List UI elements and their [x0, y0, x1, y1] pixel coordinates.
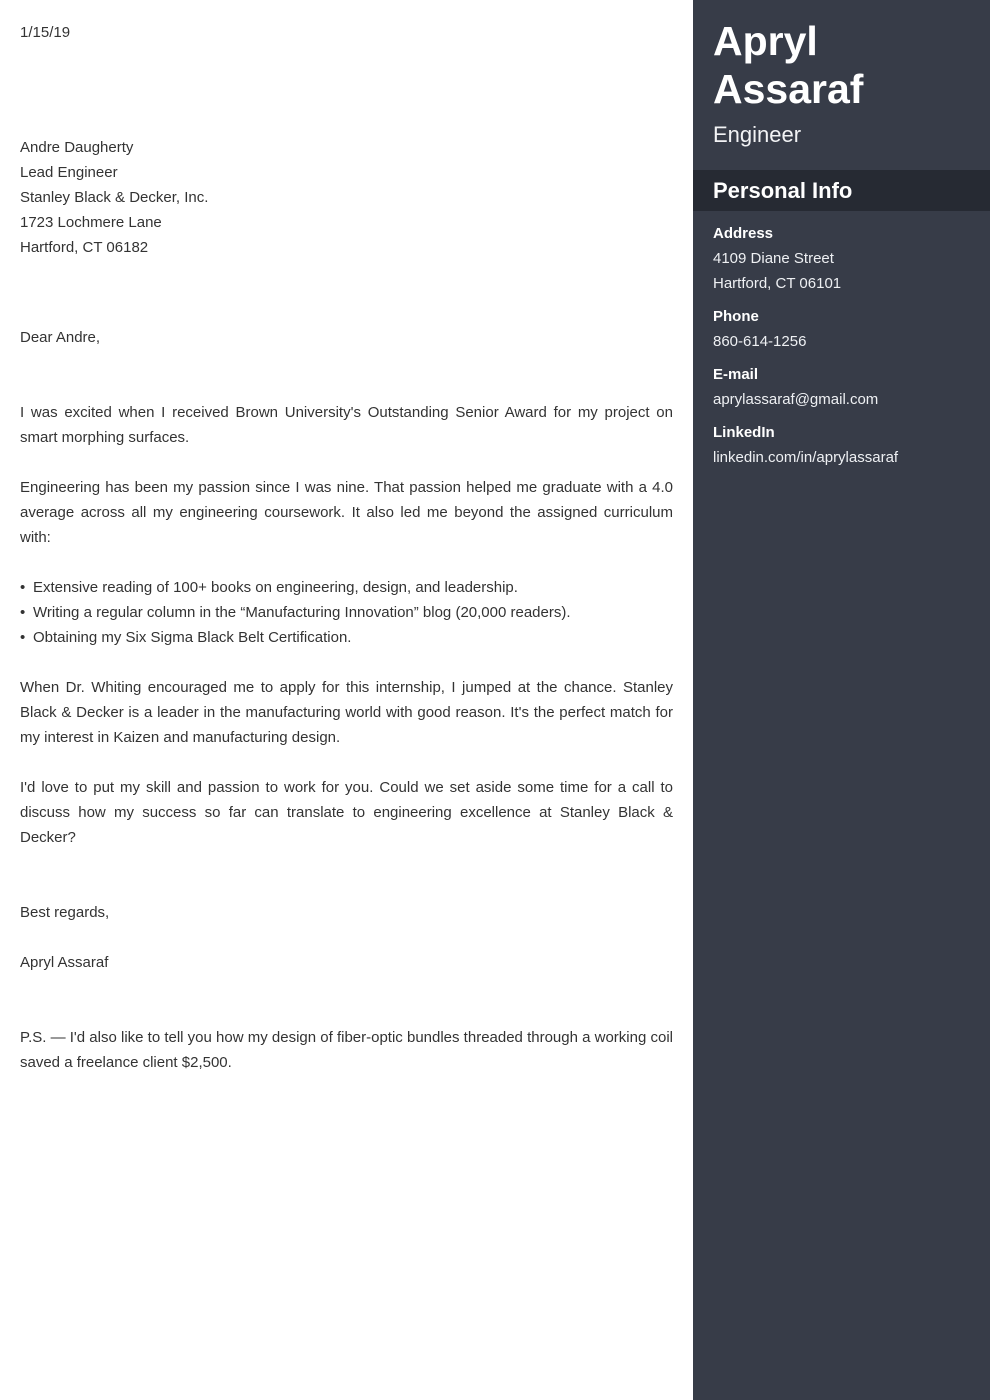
signature: Apryl Assaraf: [20, 954, 109, 971]
paragraph-call-to-action: I'd love to put my skill and passion to work for you. Could we set aside some time for a call to discuss how my success so far can translate to engineering excellence at Stanley Black & Decker?: [20, 779, 673, 846]
list-item: [20, 600, 673, 625]
phone-value: 860-614-1256: [713, 333, 807, 350]
list-item-text: Writing a regular column in the “Manufacturing Innovation” blog (20,000 readers).: [33, 604, 571, 621]
paragraph-passion: Engineering has been my passion since I was nine. That passion helped me graduate with a 4.0 average across all my engineering coursework. It also led me beyond the assigned curriculum with:: [20, 479, 673, 546]
recipient-title: Lead Engineer: [20, 164, 118, 181]
recipient-block: [20, 135, 673, 260]
linkedin-value: linkedin.com/in/aprylassaraf: [713, 449, 899, 466]
info-linkedin: [713, 420, 970, 470]
bullet-icon: •: [20, 604, 26, 621]
list-item-text: Obtaining my Six Sigma Black Belt Certification.: [33, 629, 352, 646]
paragraph-opening: I was excited when I received Brown University's Outstanding Senior Award for my project on smart morphing surfaces.: [20, 404, 673, 446]
personal-info: [693, 211, 990, 470]
address-line-1: 4109 Diane Street: [713, 250, 834, 267]
info-address: [713, 221, 970, 296]
recipient-name: Andre Daugherty: [20, 139, 134, 156]
info-label: LinkedIn: [713, 424, 775, 441]
list-item: [20, 575, 673, 600]
info-label: Phone: [713, 308, 759, 325]
section-title: Personal Info: [713, 177, 853, 203]
address-line-2: Hartford, CT 06101: [713, 275, 842, 292]
last-name: Assaraf: [713, 66, 864, 112]
paragraph-motivation: When Dr. Whiting encouraged me to apply for this internship, I jumped at the chance. Stanley Black & Decker is a leader in the manufacturing world with good reason. It's the perfect match for my interest in Kaizen and manufacturing design.: [20, 679, 673, 746]
info-label: Address: [713, 225, 774, 242]
info-phone: [713, 304, 970, 354]
recipient-street: 1723 Lochmere Lane: [20, 214, 162, 231]
bullet-icon: •: [20, 629, 26, 646]
section-header-personal-info: [693, 170, 990, 211]
sidebar: [693, 0, 990, 1400]
applicant-name: [693, 0, 990, 113]
letter-date: 1/15/19: [20, 24, 71, 41]
first-name: Apryl: [713, 18, 818, 64]
closing: Best regards,: [20, 904, 110, 921]
list-item-text: Extensive reading of 100+ books on engineering, design, and leadership.: [33, 579, 518, 596]
list-item: [20, 625, 673, 650]
achievement-list: [20, 575, 673, 650]
postscript: P.S. — I'd also like to tell you how my design of fiber-optic bundles threaded through a working coil saved a freelance client $2,500.: [20, 1029, 673, 1071]
job-title: Engineer: [713, 122, 802, 147]
email-value: aprylassaraf@gmail.com: [713, 391, 879, 408]
recipient-company: Stanley Black & Decker, Inc.: [20, 189, 209, 206]
info-email: [713, 362, 970, 412]
salutation: Dear Andre,: [20, 329, 101, 346]
bullet-icon: •: [20, 579, 26, 596]
info-label: E-mail: [713, 366, 759, 383]
recipient-city: Hartford, CT 06182: [20, 239, 149, 256]
